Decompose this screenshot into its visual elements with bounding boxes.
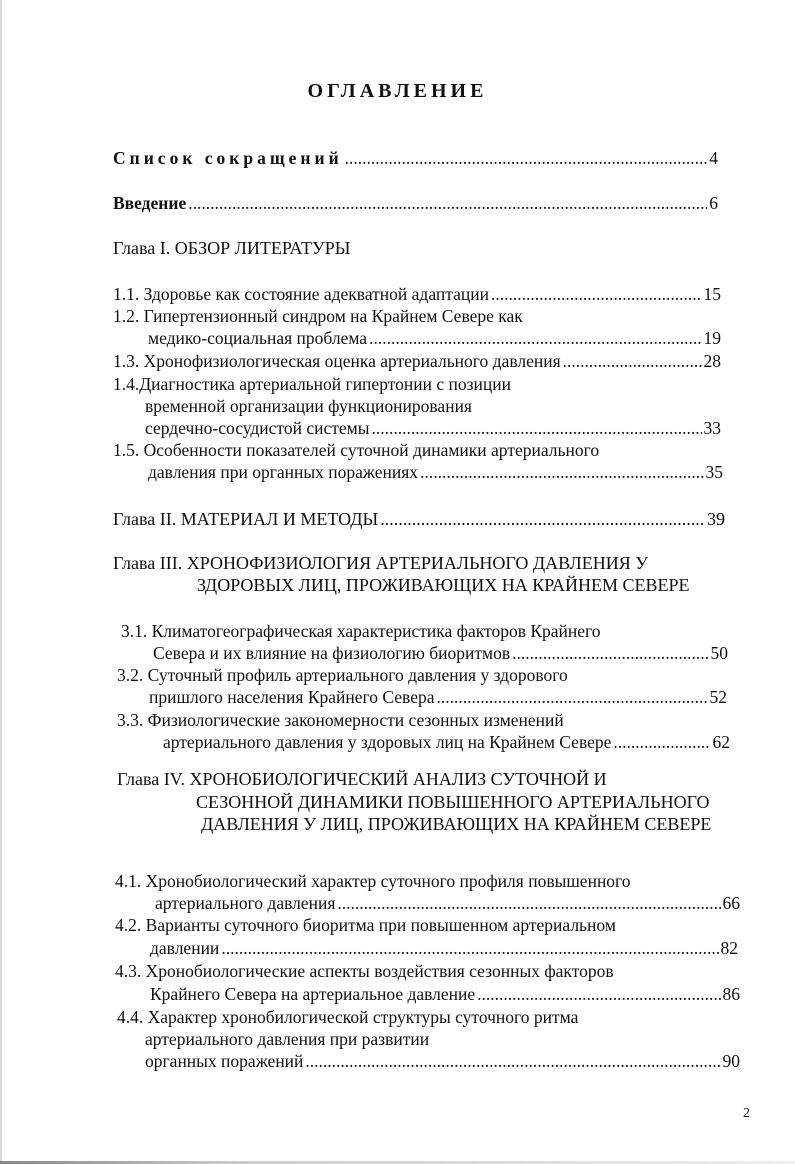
toc-entry-label: давления при органных поражениях xyxy=(148,462,419,482)
toc-entry-label: 1.3. Хронофизиологическая оценка артериального давления xyxy=(113,351,561,371)
toc-entry-page: 19 xyxy=(703,328,721,348)
toc-entry-4-4-line2: артериального давления при развитии xyxy=(145,1029,430,1049)
toc-entry-page: 33 xyxy=(703,418,721,438)
toc-entry-4-2-line1: 4.2. Варианты суточного биоритма при повышенном артериальном xyxy=(115,915,616,935)
chapter-2-heading xyxy=(113,508,725,530)
toc-entry-3-3-line1: 3.3. Физиологические закономерности сезонных изменений xyxy=(117,710,564,730)
toc-entry-label: медико-социальная проблема xyxy=(148,328,368,348)
toc-entry-1-4-line1: 1.4.Диагностика артериальной гипертонии с позиции xyxy=(113,374,511,394)
toc-entry-label: артериального давления xyxy=(155,893,336,913)
toc-entry-page: 35 xyxy=(705,462,723,482)
leader-dots xyxy=(371,417,701,439)
chapter-3-heading-line2: ЗДОРОВЫХ ЛИЦ, ПРОЖИВАЮЩИХ НА КРАЙНЕМ СЕВЕРЕ xyxy=(197,575,690,595)
toc-entry-label: пришлого населения Крайнего Севера xyxy=(149,687,435,707)
leader-dots xyxy=(221,937,718,959)
toc-entry-4-3 xyxy=(150,983,740,1005)
chapter-1-heading: Глава I. ОБЗОР ЛИТЕРАТУРЫ xyxy=(113,238,351,258)
leader-dots xyxy=(380,508,705,530)
toc-entry-label: Крайнего Севера на артериальное давление xyxy=(150,984,476,1004)
page-title: ОГЛАВЛЕНИЕ xyxy=(307,80,488,102)
toc-entry-3-2-line1: 3.2. Суточный профиль артериального давления у здорового xyxy=(117,665,568,685)
toc-entry-page: 62 xyxy=(712,732,730,752)
leader-dots xyxy=(337,892,720,914)
toc-entry-page: 90 xyxy=(722,1051,740,1071)
toc-entry-label: Севера и их влияние на физиологию биоритмов xyxy=(153,643,511,663)
scan-edge xyxy=(0,0,2,1164)
toc-entry-3-2 xyxy=(149,686,727,708)
toc-entry-4-4 xyxy=(145,1050,740,1072)
toc-entry-4-2 xyxy=(150,937,738,959)
toc-entry-label: Список сокращений xyxy=(113,148,343,168)
toc-entry-1-3 xyxy=(113,350,721,372)
toc-entry-3-3 xyxy=(163,731,730,753)
chapter-4-heading-line2: СЕЗОННОЙ ДИНАМИКИ ПОВЫШЕННОГО АРТЕРИАЛЬНОГО xyxy=(196,792,710,812)
toc-entry-page: 52 xyxy=(709,687,727,707)
leader-dots xyxy=(420,461,703,483)
toc-entry-label: органных поражений xyxy=(145,1051,304,1071)
toc-entry-label: давлении xyxy=(150,938,220,958)
toc-entry-1-4-line2: временной организации функционирования xyxy=(145,396,472,416)
toc-entry-4-1-line1: 4.1. Хронобиологический характер суточного профиля повышенного xyxy=(115,871,631,891)
leader-dots xyxy=(305,1050,720,1072)
toc-entry-1-5-line1: 1.5. Особенности показателей суточной динамики артериального xyxy=(113,440,600,460)
toc-entry-label: сердечно-сосудистой системы xyxy=(145,418,370,438)
toc-entry-page: 39 xyxy=(707,509,725,529)
toc-entry-page: 6 xyxy=(709,193,718,213)
leader-dots xyxy=(563,350,702,372)
toc-entry-page: 15 xyxy=(703,284,721,304)
toc-entry-1-2 xyxy=(148,327,721,349)
toc-entry-abbreviations xyxy=(113,147,718,169)
toc-entry-page: 4 xyxy=(709,148,718,168)
toc-entry-page: 50 xyxy=(710,643,728,663)
toc-entry-page: 28 xyxy=(703,351,721,371)
toc-entry-1-4 xyxy=(145,417,721,439)
toc-entry-label: Введение xyxy=(113,193,187,213)
toc-entry-4-4-line1: 4.4. Характер хронобилогической структуры суточного ритма xyxy=(117,1007,579,1027)
toc-entry-4-3-line1: 4.3. Хронобиологические аспекты воздействия сезонных факторов xyxy=(115,961,614,981)
leader-dots xyxy=(188,192,707,214)
leader-dots xyxy=(491,283,702,305)
leader-dots xyxy=(437,686,708,708)
leader-dots xyxy=(369,327,701,349)
leader-dots xyxy=(477,983,720,1005)
toc-entry-1-1 xyxy=(113,283,721,305)
toc-entry-page: 66 xyxy=(722,893,740,913)
page-number: 2 xyxy=(743,1106,750,1121)
chapter-3-heading-line1: Глава III. ХРОНОФИЗИОЛОГИЯ АРТЕРИАЛЬНОГО ДАВЛЕНИЯ У xyxy=(113,553,648,573)
toc-entry-4-1 xyxy=(155,892,740,914)
toc-entry-label: Глава II. МАТЕРИАЛ И МЕТОДЫ xyxy=(113,509,379,529)
toc-entry-page: 86 xyxy=(722,984,740,1004)
toc-entry-introduction xyxy=(113,192,718,214)
leader-dots xyxy=(613,731,710,753)
leader-dots xyxy=(345,147,708,169)
toc-entry-1-2-line1: 1.2. Гипертензионный синдром на Крайнем Севере как xyxy=(113,306,523,326)
leader-dots xyxy=(512,642,708,664)
toc-entry-page: 82 xyxy=(720,938,738,958)
toc-entry-3-1 xyxy=(153,642,728,664)
toc-entry-label: артериального давления у здоровых лиц на Крайнем Севере xyxy=(163,732,612,752)
toc-entry-label: 1.1. Здоровье как состояние адекватной адаптации xyxy=(113,284,489,304)
toc-entry-3-1-line1: 3.1. Климатогеографическая характеристика факторов Крайнего xyxy=(121,621,601,641)
chapter-4-heading-line3: ДАВЛЕНИЯ У ЛИЦ, ПРОЖИВАЮЩИХ НА КРАЙНЕМ СЕВЕРЕ xyxy=(201,814,712,834)
chapter-4-heading-line1: Глава IV. ХРОНОБИОЛОГИЧЕСКИЙ АНАЛИЗ СУТОЧНОЙ И xyxy=(117,769,607,789)
toc-entry-1-5 xyxy=(148,461,723,483)
